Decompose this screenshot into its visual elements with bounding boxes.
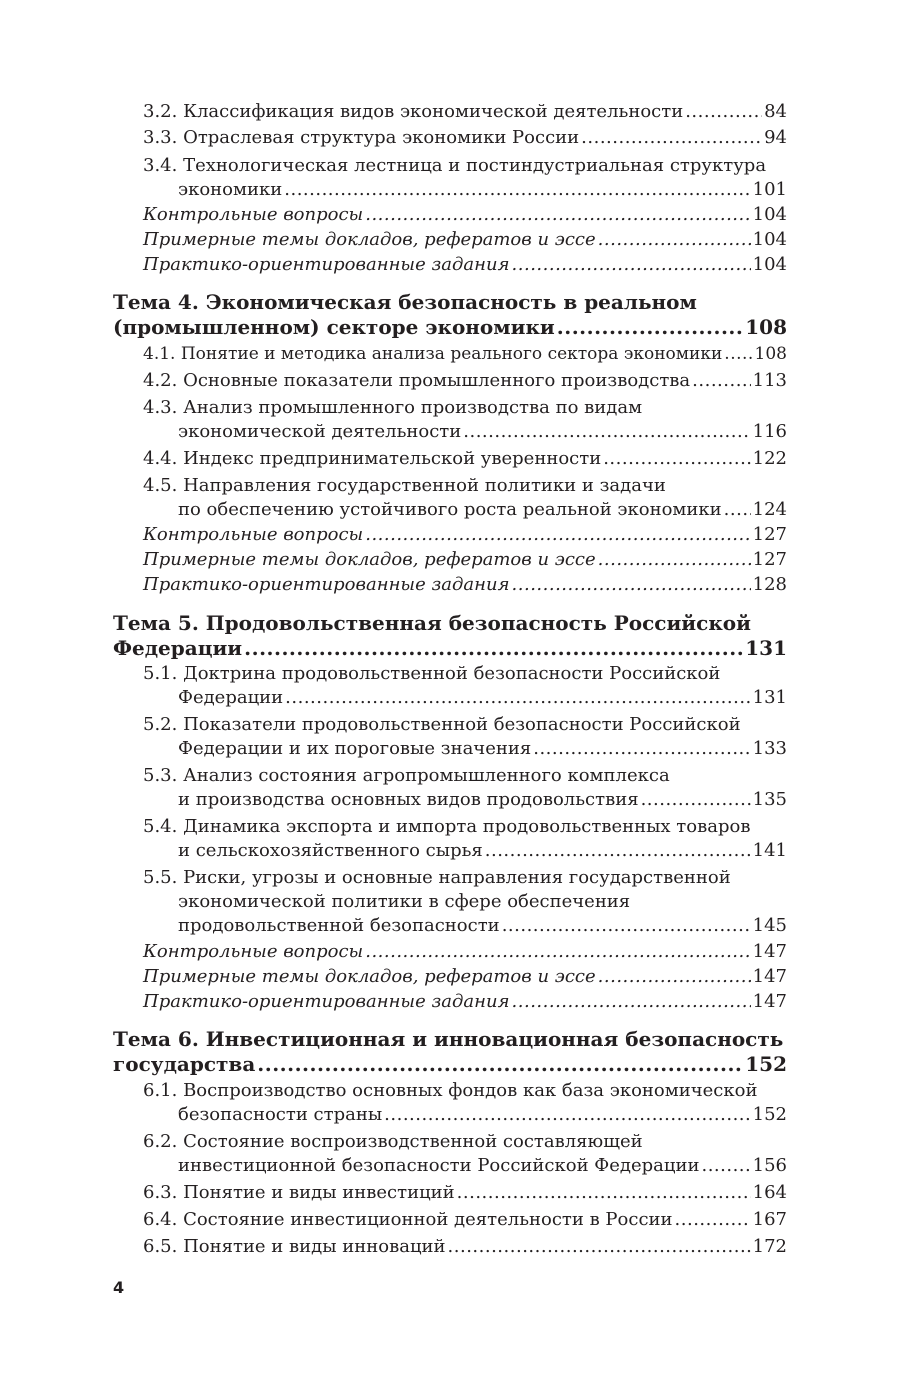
toc-extra-entry[interactable] bbox=[143, 549, 787, 571]
toc-entry-page: 135 bbox=[752, 789, 787, 810]
toc-extra-entry[interactable] bbox=[143, 941, 787, 963]
toc-entry[interactable] bbox=[178, 789, 787, 811]
toc-entry-page: 141 bbox=[752, 840, 787, 861]
topic-heading-line: Тема 6. Инвестиционная и инновационная безопасность bbox=[113, 1027, 784, 1051]
toc-entry-title: 3.2. Классификация видов экономической деятельности bbox=[143, 101, 684, 122]
toc-entry-page: 104 bbox=[752, 204, 787, 225]
topic-title: Федерации bbox=[113, 636, 243, 660]
toc-entry-title: продовольственной безопасности bbox=[178, 915, 500, 936]
toc-extra-entry[interactable] bbox=[143, 991, 787, 1013]
toc-entry-page: 104 bbox=[752, 229, 787, 250]
toc-entry[interactable] bbox=[178, 1155, 787, 1177]
toc-entry-title: Федерации bbox=[178, 687, 284, 708]
toc-entry[interactable] bbox=[178, 915, 787, 937]
toc-entry-page: 152 bbox=[752, 1104, 787, 1125]
toc-entry-page: 116 bbox=[752, 421, 787, 442]
dot-leader bbox=[533, 738, 750, 760]
toc-entry-title: Контрольные вопросы bbox=[143, 204, 364, 225]
toc-entry-page: 147 bbox=[752, 941, 787, 962]
toc-entry-title: 6.3. Понятие и виды инвестиций bbox=[143, 1182, 455, 1203]
dot-leader bbox=[365, 204, 750, 226]
topic-heading[interactable] bbox=[113, 1052, 787, 1076]
dot-leader bbox=[463, 421, 750, 443]
dot-leader bbox=[724, 499, 751, 521]
toc-entry-page: 145 bbox=[752, 915, 787, 936]
toc-entry-first-line: 6.1. Воспроизводство основных фондов как база экономической bbox=[143, 1080, 758, 1101]
dot-leader bbox=[365, 524, 750, 546]
toc-entry-title: 6.5. Понятие и виды инноваций bbox=[143, 1236, 446, 1257]
toc-entry-title: по обеспечению устойчивого роста реальной экономики bbox=[178, 499, 722, 520]
dot-leader bbox=[598, 966, 751, 988]
dot-leader bbox=[512, 991, 751, 1013]
dot-leader bbox=[257, 1052, 743, 1076]
dot-leader bbox=[603, 448, 750, 470]
dot-leader bbox=[285, 687, 750, 709]
toc-entry-title: 3.3. Отраслевая структура экономики России bbox=[143, 127, 580, 148]
toc-entry[interactable] bbox=[178, 687, 787, 709]
dot-leader bbox=[457, 1182, 751, 1204]
toc-entry-page: 122 bbox=[752, 448, 787, 469]
dot-leader bbox=[502, 915, 751, 937]
toc-entry-page: 127 bbox=[752, 549, 787, 570]
toc-entry-page: 104 bbox=[752, 254, 787, 275]
toc-entry-title: и сельскохозяйственного сырья bbox=[178, 840, 483, 861]
toc-entry-page: 172 bbox=[752, 1236, 787, 1257]
toc-entry-title: Примерные темы докладов, рефератов и эссе bbox=[143, 229, 596, 250]
topic-page: 108 bbox=[745, 315, 787, 339]
topic-title: государства bbox=[113, 1052, 256, 1076]
toc-entry-first-line: 6.2. Состояние воспроизводственной составляющей bbox=[143, 1131, 643, 1152]
toc-entry-title: 4.4. Индекс предпринимательской уверенности bbox=[143, 448, 602, 469]
dot-leader bbox=[284, 179, 750, 201]
toc-entry-title: экономики bbox=[178, 179, 283, 200]
toc-entry-title: инвестиционной безопасности Российской Федерации bbox=[178, 1155, 700, 1176]
toc-entry-first-line: 5.1. Доктрина продовольственной безопасности Российской bbox=[143, 663, 721, 684]
toc-entry-title: Практико-ориентированные задания bbox=[143, 574, 510, 595]
toc-entry-page: 147 bbox=[752, 966, 787, 987]
toc-entry-title: Примерные темы докладов, рефератов и эссе bbox=[143, 549, 596, 570]
toc-entry[interactable] bbox=[178, 738, 787, 760]
toc-entry-page: 133 bbox=[752, 738, 787, 759]
toc-entry-title: безопасности страны bbox=[178, 1104, 383, 1125]
toc-entry[interactable] bbox=[178, 499, 787, 521]
toc-entry-first-line: 5.3. Анализ состояния агропромышленного комплекса bbox=[143, 765, 670, 786]
toc-entry-page: 147 bbox=[752, 991, 787, 1012]
toc-entry-page: 128 bbox=[752, 574, 787, 595]
topic-heading-line: Тема 5. Продовольственная безопасность Российской bbox=[113, 611, 751, 635]
toc-entry-page: 156 bbox=[752, 1155, 787, 1176]
toc-entry-title: 4.2. Основные показатели промышленного производства bbox=[143, 370, 691, 391]
toc-entry-first-line: 5.2. Показатели продовольственной безопасности Российской bbox=[143, 714, 741, 735]
toc-entry[interactable] bbox=[143, 1236, 787, 1258]
toc-entry[interactable] bbox=[178, 421, 787, 443]
dot-leader bbox=[485, 840, 751, 862]
toc-entry[interactable] bbox=[143, 1182, 787, 1204]
toc-extra-entry[interactable] bbox=[143, 966, 787, 988]
dot-leader bbox=[448, 1236, 751, 1258]
toc-entry-first-line: 5.5. Риски, угрозы и основные направления государственной bbox=[143, 867, 731, 888]
toc-entry-page: 101 bbox=[752, 179, 787, 200]
topic-page: 152 bbox=[745, 1052, 787, 1076]
toc-entry-page: 164 bbox=[752, 1182, 787, 1203]
dot-leader bbox=[512, 574, 751, 596]
toc-entry-page: 113 bbox=[752, 370, 787, 391]
toc-extra-entry[interactable] bbox=[143, 229, 787, 251]
toc-entry[interactable] bbox=[178, 1104, 787, 1126]
toc-entry-page: 124 bbox=[752, 499, 787, 520]
toc-entry-first-line: 4.3. Анализ промышленного производства по видам bbox=[143, 397, 643, 418]
topic-heading[interactable] bbox=[113, 636, 787, 660]
toc-entry-second-line: экономической политики в сфере обеспечения bbox=[178, 891, 631, 912]
dot-leader bbox=[384, 1104, 750, 1126]
toc-entry-title: 6.4. Состояние инвестиционной деятельности в России bbox=[143, 1209, 673, 1230]
toc-entry[interactable] bbox=[143, 101, 787, 123]
dot-leader bbox=[701, 1155, 750, 1177]
toc-entry[interactable] bbox=[143, 370, 787, 392]
toc-entry-page: 131 bbox=[752, 687, 787, 708]
page-number: 4 bbox=[113, 1278, 125, 1297]
toc-entry-first-line: 4.5. Направления государственной политики и задачи bbox=[143, 475, 666, 496]
toc-entry-title: Федерации и их пороговые значения bbox=[178, 738, 532, 759]
toc-entry[interactable] bbox=[178, 840, 787, 862]
toc-entry-page: 108 bbox=[754, 344, 787, 364]
dot-leader bbox=[598, 549, 751, 571]
toc-entry-title: Примерные темы докладов, рефератов и эссе bbox=[143, 966, 596, 987]
dot-leader bbox=[598, 229, 751, 251]
dot-leader bbox=[244, 636, 743, 660]
dot-leader bbox=[641, 789, 751, 811]
topic-page: 131 bbox=[745, 636, 787, 660]
toc-entry-title: Контрольные вопросы bbox=[143, 524, 364, 545]
topic-title: (промышленном) секторе экономики bbox=[113, 315, 555, 339]
toc-entry-title: 4.1. Понятие и методика анализа реального сектора экономики bbox=[143, 344, 723, 364]
toc-extra-entry[interactable] bbox=[143, 204, 787, 226]
toc-entry-title: экономической деятельности bbox=[178, 421, 462, 442]
toc-entry-title: и производства основных видов продовольствия bbox=[178, 789, 639, 810]
toc-entry[interactable] bbox=[143, 1209, 787, 1231]
toc-entry-first-line: 3.4. Технологическая лестница и постиндустриальная структура bbox=[143, 155, 767, 176]
dot-leader bbox=[581, 127, 762, 149]
dot-leader bbox=[724, 343, 752, 365]
dot-leader bbox=[512, 254, 751, 276]
toc-entry-page: 167 bbox=[752, 1209, 787, 1230]
toc-entry-page: 127 bbox=[752, 524, 787, 545]
dot-leader bbox=[675, 1209, 751, 1231]
toc-entry[interactable] bbox=[143, 448, 787, 470]
dot-leader bbox=[685, 101, 762, 123]
toc-entry[interactable] bbox=[178, 179, 787, 201]
dot-leader bbox=[692, 370, 750, 392]
toc-entry-title: Контрольные вопросы bbox=[143, 941, 364, 962]
toc-entry-page: 84 bbox=[764, 101, 787, 122]
toc-entry[interactable] bbox=[143, 127, 787, 149]
topic-heading[interactable] bbox=[113, 315, 787, 339]
toc-entry-title: Практико-ориентированные задания bbox=[143, 991, 510, 1012]
dot-leader bbox=[365, 941, 750, 963]
toc-extra-entry[interactable] bbox=[143, 254, 787, 276]
topic-heading-line: Тема 4. Экономическая безопасность в реальном bbox=[113, 290, 697, 314]
toc-extra-entry[interactable] bbox=[143, 574, 787, 596]
toc-entry-first-line: 5.4. Динамика экспорта и импорта продовольственных товаров bbox=[143, 816, 751, 837]
dot-leader bbox=[557, 315, 743, 339]
toc-entry[interactable] bbox=[143, 343, 787, 365]
toc-entry-title: Практико-ориентированные задания bbox=[143, 254, 510, 275]
toc-extra-entry[interactable] bbox=[143, 524, 787, 546]
toc-entry-page: 94 bbox=[764, 127, 787, 148]
